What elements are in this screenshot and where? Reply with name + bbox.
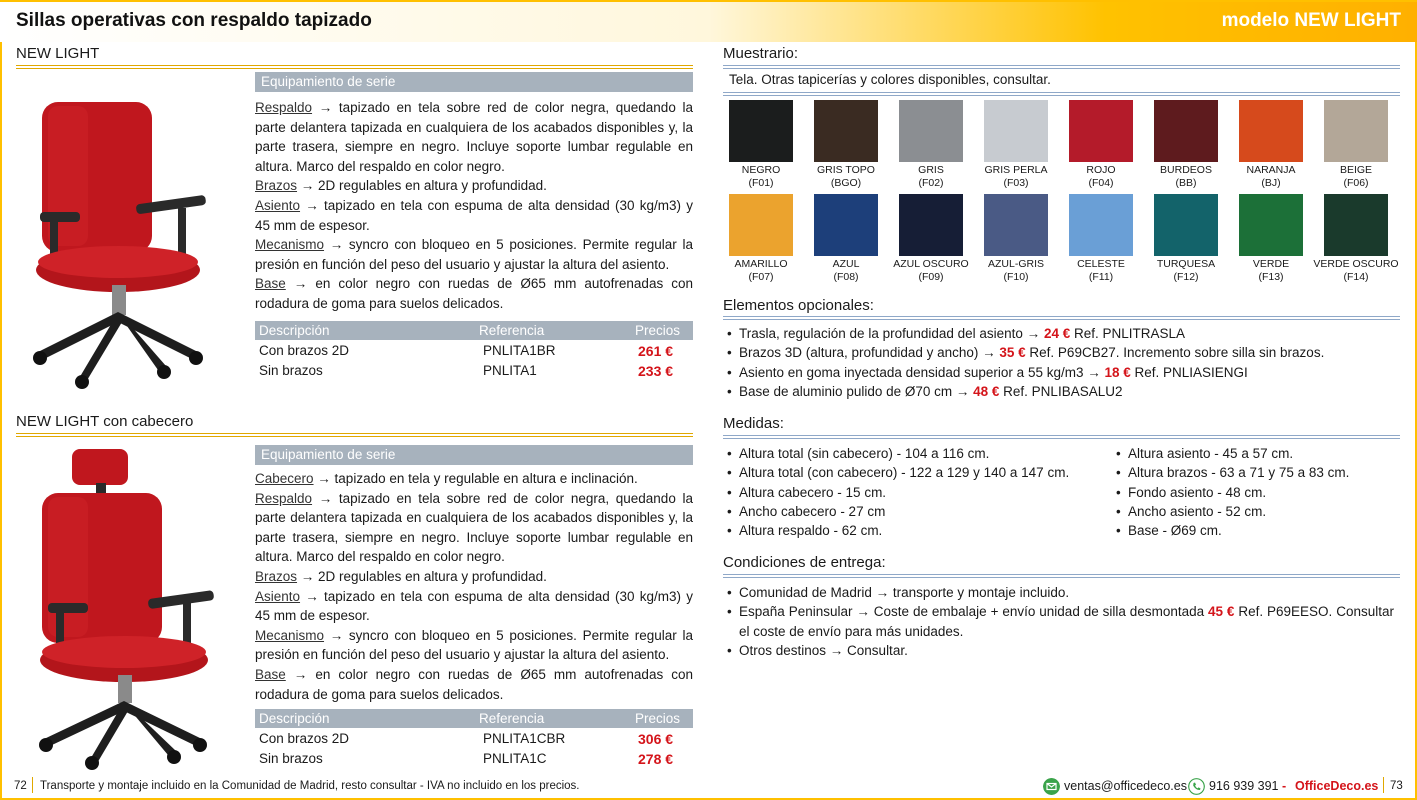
feature-item [255, 626, 693, 665]
feature-item [255, 98, 693, 176]
divider [16, 433, 693, 437]
item-text: Trasla, regulación de la profundidad del asiento → [739, 326, 1044, 341]
list-item [725, 382, 1400, 401]
equip-bar-1: Equipamiento de serie [255, 72, 693, 92]
page-number-left: 72 [14, 780, 27, 792]
row-price: 233 € [638, 363, 674, 379]
phone-icon [1188, 778, 1205, 795]
chair-image-new-light [18, 90, 218, 390]
swatch-label [718, 164, 804, 189]
feature-key: Base [255, 666, 286, 682]
swatch-label [1143, 258, 1229, 283]
product-2-title: NEW LIGHT con cabecero [16, 413, 194, 430]
table-row [255, 343, 693, 362]
feature-item [255, 176, 693, 196]
feature-key: Asiento [255, 197, 301, 213]
color-swatch [1239, 194, 1303, 256]
row-desc: Sin brazos [259, 751, 323, 766]
feature-text: → tapizado en tela con espuma de alta densidad (30 kg/m3) y 45 mm de espesor. [255, 197, 693, 233]
swatch-code: (F01) [748, 176, 774, 189]
swatch-name: GRIS PERLA [984, 164, 1048, 176]
color-swatch [984, 194, 1048, 256]
list-item: • Base - Ø69 cm. [1114, 521, 1404, 540]
entrega-list [725, 583, 1394, 660]
item-text: Asiento en goma inyectada densidad superior a 55 kg/m3 → [739, 364, 1105, 380]
footer-separator [1383, 777, 1384, 793]
color-swatch [814, 194, 878, 256]
swatch-name: VERDE [1252, 258, 1290, 270]
feature-item [255, 469, 693, 489]
swatch-code: (F08) [833, 270, 859, 283]
row-price: 306 € [638, 731, 674, 747]
feature-key: Asiento [255, 588, 301, 604]
swatch-label [1143, 164, 1229, 189]
list-item [725, 324, 1400, 343]
footer-note: Transporte y montaje incluido en la Comunidad de Madrid, resto consultar - IVA no incluido en los precios. [40, 780, 580, 792]
feature-key: Brazos [255, 568, 298, 584]
item-price: 45 € [1208, 604, 1235, 620]
feature-text: → en color negro con ruedas de Ø65 mm autofrenadas con rodadura de goma para suelos delicados. [255, 276, 693, 311]
swatch-code: (F12) [1173, 270, 1199, 283]
footer-phone[interactable]: 916 939 391 [1209, 779, 1279, 793]
swatch-label [888, 164, 974, 189]
email-icon [1043, 778, 1060, 795]
feature-text: → tapizado en tela sobre red de color negra, quedando la parte delantera tapizada en cualquiera de los acabados disponibles y, la parte trasera, siempre en negro. Incluye soporte lumbar regulable en altura. Marco del respaldo en color negro. [255, 100, 693, 174]
swatch-code: (F14) [1343, 270, 1369, 283]
list-item [725, 463, 1105, 482]
price-table-head-1 [255, 321, 693, 340]
row-price: 278 € [638, 751, 674, 767]
entrega-title: Condiciones de entrega: [723, 554, 886, 571]
swatch-name: GRIS TOPO [817, 164, 875, 176]
divider [16, 65, 693, 69]
swatch-name: AZUL OSCURO [893, 258, 969, 270]
color-swatch [729, 194, 793, 256]
table-row [255, 751, 693, 770]
swatch-label [973, 258, 1059, 283]
color-swatch [729, 100, 793, 162]
price-table-head-2 [255, 709, 693, 728]
swatch-name: AZUL [832, 258, 860, 270]
feature-key: Base [255, 276, 286, 292]
item-text: Ref. PNLIASIENGI [1130, 364, 1248, 380]
swatch-name: BEIGE [1339, 164, 1373, 176]
list-item [725, 602, 1394, 641]
feature-text: → en color negro con ruedas de Ø65 mm autofrenadas con rodadura de goma para suelos delicados. [255, 666, 693, 702]
footer-brand[interactable]: OfficeDeco.es [1295, 779, 1379, 793]
feature-item [255, 587, 693, 626]
footer-dash: - [1282, 779, 1287, 793]
item-text: Otros destinos → Consultar. [739, 642, 908, 658]
color-swatch [814, 100, 878, 162]
medidas-title: Medidas: [723, 415, 784, 432]
list-item [725, 483, 1105, 502]
item-text: Comunidad de Madrid → transporte y montaje incluido. [739, 585, 1070, 600]
swatch-name: AZUL-GRIS [987, 258, 1044, 270]
page-number-right: 73 [1390, 780, 1403, 792]
swatch-code: (BB) [1175, 176, 1197, 189]
swatch-name: TURQUESA [1156, 258, 1216, 270]
row-ref: PNLITA1C [483, 751, 547, 766]
col-desc: Descripción [259, 711, 330, 726]
swatch-name: NEGRO [741, 164, 781, 176]
muestrario-subtitle: Tela. Otras tapicerías y colores disponibles, consultar. [729, 72, 1051, 87]
feature-item [255, 196, 693, 235]
feature-key: Mecanismo [255, 237, 325, 253]
swatch-label [1313, 164, 1399, 189]
swatch-name: VERDE OSCURO [1313, 258, 1399, 270]
swatch-name: GRIS [918, 164, 944, 176]
footer [0, 772, 1417, 798]
medidas-list-2 [1114, 444, 1404, 540]
feature-key: Mecanismo [255, 627, 325, 643]
list-item: • Fondo asiento - 48 cm. [1114, 483, 1404, 502]
opcionales-list [725, 324, 1400, 401]
list-item [725, 363, 1400, 382]
swatch-code: (F02) [918, 176, 944, 189]
feature-item [255, 274, 693, 313]
feature-key: Brazos [255, 178, 298, 194]
measure-text: - 104 a 116 cm. [892, 446, 990, 461]
col-price: Precios [635, 711, 681, 726]
measure-label: Altura total (sin cabecero) [739, 446, 893, 461]
feature-key: Cabecero [255, 471, 314, 486]
row-desc: Con brazos 2D [259, 343, 350, 358]
swatch-code: (F11) [1088, 270, 1114, 283]
col-ref: Referencia [479, 323, 545, 338]
item-text: Ref. P69EESO. Consultar el coste de envío para más unidades. [739, 604, 1394, 639]
swatch-code: (F13) [1258, 270, 1284, 283]
opcionales-title: Elementos opcionales: [723, 297, 874, 314]
list-item [725, 502, 1105, 521]
item-price: 48 € [973, 383, 1000, 399]
divider [723, 435, 1400, 439]
swatch-name: BURDEOS [1160, 164, 1212, 176]
divider [723, 574, 1400, 578]
feature-text: → syncro con bloqueo en 5 posiciones. Permite regular la presión en función del peso del usuario y ajustar la altura del asiento. [255, 627, 693, 663]
swatch-code: (F09) [918, 270, 944, 283]
feature-text: → 2D regulables en altura y profundidad. [297, 178, 547, 194]
chair-image-new-light-cabecero [18, 445, 218, 770]
item-price: 24 € [1043, 326, 1071, 341]
measure-text: Altura total (con cabecero) - 122 a 129 y 140 a 147 cm. [739, 465, 1070, 481]
swatch-label [1058, 258, 1144, 283]
swatch-label [1058, 164, 1144, 189]
list-item: • Ancho asiento - 52 cm. [1114, 502, 1404, 521]
table-row [255, 363, 693, 382]
list-item [725, 583, 1394, 602]
color-swatch [1324, 194, 1388, 256]
feature-key: Respaldo [255, 490, 313, 506]
measure-text: Altura cabecero - 15 cm. [739, 484, 887, 500]
divider [723, 65, 1400, 69]
swatch-code: (F06) [1343, 176, 1369, 189]
list-item [725, 521, 1105, 540]
color-swatch [1154, 194, 1218, 256]
swatch-label [973, 164, 1059, 189]
table-row [255, 731, 693, 750]
features-2 [255, 469, 693, 704]
feature-item [255, 567, 693, 587]
product-1-title: NEW LIGHT [16, 45, 100, 62]
page-header [0, 0, 1417, 42]
list-item: • Altura brazos - 63 a 71 y 75 a 83 cm. [1114, 463, 1404, 482]
color-swatch [899, 194, 963, 256]
swatch-label [803, 258, 889, 283]
list-item: • Altura asiento - 45 a 57 cm. [1114, 444, 1404, 463]
equip-bar-2: Equipamiento de serie [255, 445, 693, 465]
row-ref: PNLITA1 [483, 363, 537, 378]
model-label: modelo NEW LIGHT [1221, 10, 1401, 31]
swatch-code: (F07) [748, 270, 774, 283]
feature-text: → 2D regulables en altura y profundidad. [297, 568, 547, 584]
footer-separator [32, 777, 33, 793]
swatch-name: AMARILLO [734, 258, 788, 270]
swatch-name: CELESTE [1077, 258, 1125, 270]
feature-text: → tapizado en tela y regulable en altura e inclinación. [313, 471, 638, 486]
item-text: Ref. P69CB27. Incremento sobre silla sin brazos. [1025, 345, 1325, 361]
row-price: 261 € [638, 343, 674, 359]
swatch-label [888, 258, 974, 283]
color-swatch [1069, 100, 1133, 162]
col-price: Precios [635, 323, 681, 338]
divider [723, 92, 1400, 96]
row-ref: PNLITA1BR [483, 343, 556, 358]
footer-email[interactable]: ventas@officedeco.es [1064, 779, 1187, 793]
swatch-code: (BGO) [830, 176, 862, 189]
color-swatch [1069, 194, 1133, 256]
swatch-label [718, 258, 804, 283]
feature-item [255, 235, 693, 274]
swatch-label [1228, 258, 1314, 283]
item-price: 18 € [1104, 364, 1131, 380]
row-desc: Sin brazos [259, 363, 323, 378]
feature-text: → tapizado en tela sobre red de color negra, quedando la parte delantera tapizada en cualquiera de los acabados disponibles y, la parte trasera, siempre en negro. Incluye soporte lumbar regulable en altura. Marco del respaldo en color negro. [255, 490, 693, 565]
item-text: Ref. PNLIBASALU2 [999, 383, 1123, 399]
swatch-name: NARANJA [1246, 164, 1296, 176]
color-swatch [984, 100, 1048, 162]
item-text: Ref. PNLITRASLA [1070, 326, 1186, 341]
swatch-label [1228, 164, 1314, 189]
features-1 [255, 98, 693, 314]
list-item [725, 641, 1394, 660]
color-swatch [1324, 100, 1388, 162]
medidas-list-1 [725, 444, 1105, 540]
feature-item [255, 665, 693, 704]
color-swatch [1154, 100, 1218, 162]
row-ref: PNLITA1CBR [483, 731, 566, 746]
row-desc: Con brazos 2D [259, 731, 350, 746]
measure-text: Altura respaldo - 62 cm. [739, 523, 883, 539]
col-desc: Descripción [259, 323, 330, 338]
swatch-code: (F10) [1003, 270, 1029, 283]
swatch-label [1313, 258, 1399, 283]
feature-item [255, 489, 693, 567]
swatch-label [803, 164, 889, 189]
feature-text: → tapizado en tela con espuma de alta densidad (30 kg/m3) y 45 mm de espesor. [255, 588, 693, 624]
item-price: 35 € [999, 345, 1026, 361]
item-text: Brazos 3D (altura, profundidad y ancho) → [739, 345, 1000, 361]
list-item [725, 343, 1400, 362]
feature-key: Respaldo [255, 100, 313, 115]
measure-text: Ancho cabecero - 27 cm [739, 503, 886, 519]
col-ref: Referencia [479, 711, 545, 726]
divider [723, 316, 1400, 320]
item-text: Base de aluminio pulido de Ø70 cm → [739, 383, 974, 399]
color-swatch [1239, 100, 1303, 162]
swatch-code: (BJ) [1261, 176, 1281, 189]
swatch-code: (F03) [1003, 176, 1029, 189]
swatch-name: ROJO [1086, 164, 1116, 176]
color-swatch [899, 100, 963, 162]
swatch-code: (F04) [1088, 176, 1114, 189]
item-text: España Peninsular → Coste de embalaje + envío unidad de silla desmontada [739, 604, 1209, 620]
page-title: Sillas operativas con respaldo tapizado [16, 10, 372, 31]
muestrario-title: Muestrario: [723, 45, 799, 62]
list-item [725, 444, 1105, 463]
feature-text: → syncro con bloqueo en 5 posiciones. Permite regular la presión en función del peso del usuario y ajustar la altura del asiento. [255, 237, 693, 272]
